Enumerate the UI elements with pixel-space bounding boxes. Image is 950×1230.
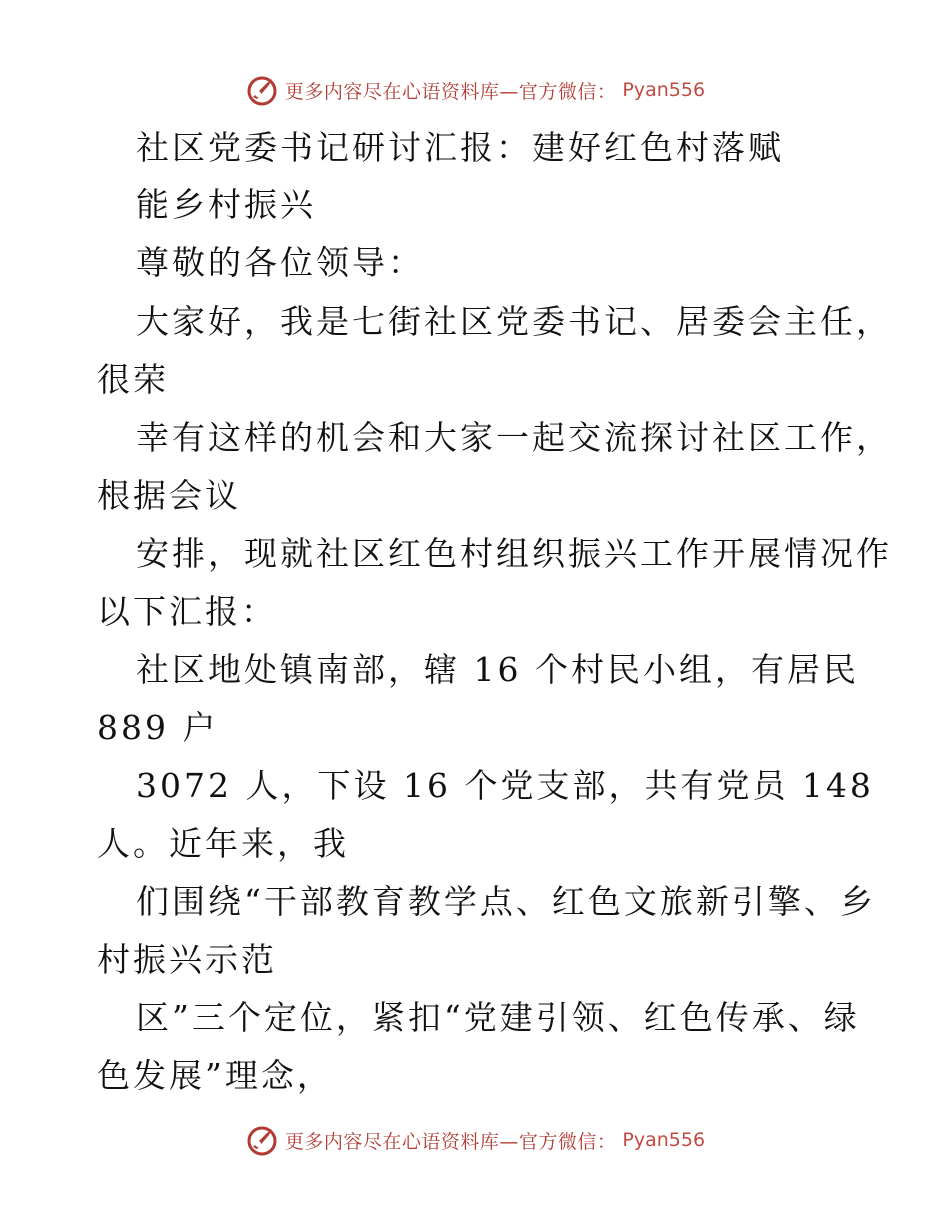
doc-line: 社区地处镇南部，辖 16 个村民小组，有居民: [136, 650, 859, 689]
doc-line: 们围绕“干部教育教学点、红色文旅新引擎、乡: [136, 882, 876, 921]
doc-line: 以下汇报：: [97, 592, 277, 631]
doc-line: 色发展”理念，: [97, 1056, 333, 1095]
doc-line: 区”三个定位，紧扣“党建引领、红色传承、绿: [136, 998, 860, 1037]
doc-line: 889 户: [97, 708, 219, 747]
watermark-wechat-id: Pyan556: [622, 1129, 706, 1151]
doc-line: 根据会议: [97, 476, 241, 515]
watermark-text: 更多内容尽在心语资料库—官方微信：: [284, 80, 617, 103]
watermark-text: 更多内容尽在心语资料库—官方微信：: [284, 1130, 617, 1153]
doc-line: 安排，现就社区红色村组织振兴工作开展情况作: [136, 534, 892, 573]
doc-line: 村振兴示范: [97, 940, 277, 979]
doc-line: 很荣: [97, 360, 169, 399]
footer-watermark: [0, 1120, 950, 1160]
doc-line: 人。近年来，我: [97, 824, 349, 863]
pen-logo-icon: [245, 1123, 279, 1157]
doc-title-line-1: 社区党委书记研讨汇报：建好红色村落赋: [136, 128, 784, 167]
doc-line: 大家好，我是七街社区党委书记、居委会主任，: [136, 302, 892, 341]
doc-title-line-2: 能乡村振兴: [136, 185, 316, 224]
watermark-wechat-id: Pyan556: [622, 79, 706, 101]
doc-line: 幸有这样的机会和大家一起交流探讨社区工作，: [136, 418, 892, 457]
doc-salutation: 尊敬的各位领导：: [136, 243, 424, 282]
doc-line: 3072 人，下设 16 个党支部，共有党员 148: [136, 766, 874, 805]
